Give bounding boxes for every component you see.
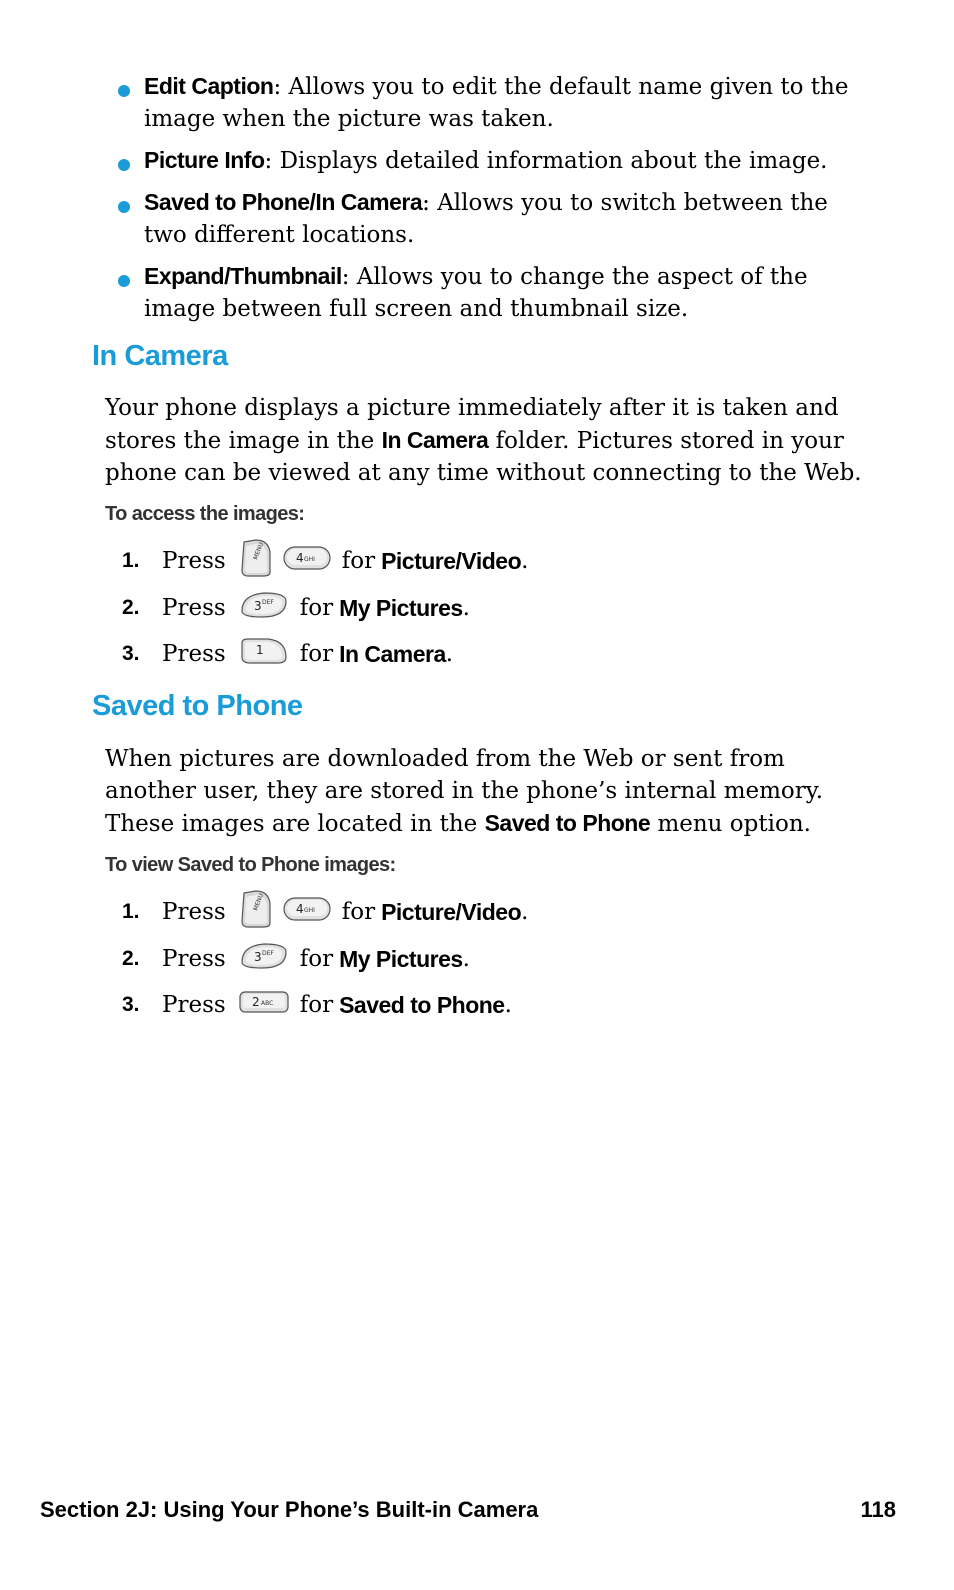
in-camera-paragraph xyxy=(105,392,875,489)
step-press: Press xyxy=(162,548,226,574)
saved-to-phone-paragraph xyxy=(105,743,875,840)
svg-text:4: 4 xyxy=(295,902,304,916)
step-item xyxy=(122,588,470,628)
step-press: Press xyxy=(162,992,226,1018)
page-footer xyxy=(40,1497,896,1523)
footer-section-title: Section 2J: Using Your Phone’s Built-in Camera xyxy=(40,1497,539,1522)
bullet-dot-icon xyxy=(118,85,130,97)
step-end: . xyxy=(462,595,470,621)
key-2-icon xyxy=(238,987,290,1023)
step-press: Press xyxy=(162,641,226,667)
svg-text:3: 3 xyxy=(253,950,262,964)
svg-text:4: 4 xyxy=(295,551,304,565)
step-item xyxy=(122,541,528,581)
step-number: 1. xyxy=(122,900,140,923)
step-number: 2. xyxy=(122,596,140,619)
svg-text:MENU: MENU xyxy=(252,892,265,912)
bullet-item xyxy=(115,144,875,177)
step-press: Press xyxy=(162,946,226,972)
step-number: 2. xyxy=(122,947,140,970)
bullet-list xyxy=(115,70,875,334)
step-item xyxy=(122,634,453,674)
svg-text:DEF: DEF xyxy=(261,950,274,957)
bullet-term: Saved to Phone/In Camera xyxy=(144,189,423,215)
step-target: My Pictures xyxy=(339,945,463,972)
step-number: 3. xyxy=(122,642,140,665)
paragraph-text: Your phone displays a picture immediately after it is taken and stores the image in the xyxy=(105,395,839,454)
step-number: 1. xyxy=(122,549,140,572)
in-camera-heading: In Camera xyxy=(92,340,228,372)
bullet-term: Expand/Thumbnail xyxy=(144,263,342,289)
step-press: Press xyxy=(162,595,226,621)
bullet-item xyxy=(115,260,875,325)
step-end: . xyxy=(445,641,454,667)
bullet-term: Edit Caption xyxy=(144,73,274,99)
key-3-icon xyxy=(238,940,290,978)
bullet-text: : Displays detailed information about the image. xyxy=(264,148,828,174)
step-for: for xyxy=(299,595,334,621)
paragraph-text: folder. Pictures stored in your phone can be viewed at any time without connecting to the Web. xyxy=(105,428,862,486)
step-for: for xyxy=(299,992,334,1018)
svg-text:1: 1 xyxy=(255,643,264,657)
step-press: Press xyxy=(162,899,226,925)
step-target: Saved to Phone xyxy=(339,991,505,1018)
key-4-icon xyxy=(282,543,332,579)
step-item xyxy=(122,892,528,932)
bullet-text: : Allows you to change the aspect of the image between full screen and thumbnail size. xyxy=(144,264,808,322)
paragraph-text: When pictures are downloaded from the Web or sent from another user, they are stored in the phone’s internal memory. These images are located in the xyxy=(105,746,824,837)
svg-text:ABC: ABC xyxy=(260,1000,274,1007)
key-4-icon xyxy=(282,894,332,930)
menu-key-icon xyxy=(238,889,274,935)
step-target: Picture/Video xyxy=(381,898,522,925)
paragraph-term: In Camera xyxy=(381,427,489,453)
step-target: In Camera xyxy=(339,640,446,667)
paragraph-text: menu option. xyxy=(650,811,811,837)
step-number: 3. xyxy=(122,993,140,1016)
step-end: . xyxy=(521,899,529,925)
bullet-item xyxy=(115,186,875,251)
svg-text:MENU: MENU xyxy=(252,541,265,561)
svg-text:2: 2 xyxy=(251,995,260,1009)
step-end: . xyxy=(521,548,529,574)
bullet-dot-icon xyxy=(118,275,130,287)
svg-text:DEF: DEF xyxy=(261,599,274,606)
step-target: Picture/Video xyxy=(381,547,522,574)
svg-text:GHI: GHI xyxy=(303,907,315,914)
page-number: 118 xyxy=(860,1497,896,1522)
bullet-text: : Allows you to switch between the two different locations. xyxy=(144,190,828,248)
saved-to-phone-heading: Saved to Phone xyxy=(92,690,303,722)
in-camera-subheading: To access the images: xyxy=(105,503,305,525)
key-3-icon xyxy=(238,589,290,627)
svg-text:GHI: GHI xyxy=(303,556,315,563)
bullet-dot-icon xyxy=(118,201,130,213)
step-for: for xyxy=(299,641,334,667)
bullet-term: Picture Info xyxy=(144,147,265,173)
bullet-dot-icon xyxy=(118,159,130,171)
saved-to-phone-subheading: To view Saved to Phone images: xyxy=(105,854,396,876)
bullet-item xyxy=(115,70,875,135)
paragraph-term: Saved to Phone xyxy=(484,810,651,836)
step-for: for xyxy=(341,899,376,925)
step-for: for xyxy=(341,548,376,574)
menu-key-icon xyxy=(238,538,274,584)
step-target: My Pictures xyxy=(339,594,463,621)
key-1-icon xyxy=(238,635,290,673)
step-end: . xyxy=(504,992,512,1018)
step-for: for xyxy=(299,946,334,972)
svg-text:3: 3 xyxy=(253,599,262,613)
step-item xyxy=(122,939,470,979)
step-item xyxy=(122,985,512,1025)
bullet-text: : Allows you to edit the default name given to the image when the picture was taken. xyxy=(144,74,849,132)
step-end: . xyxy=(462,946,470,972)
